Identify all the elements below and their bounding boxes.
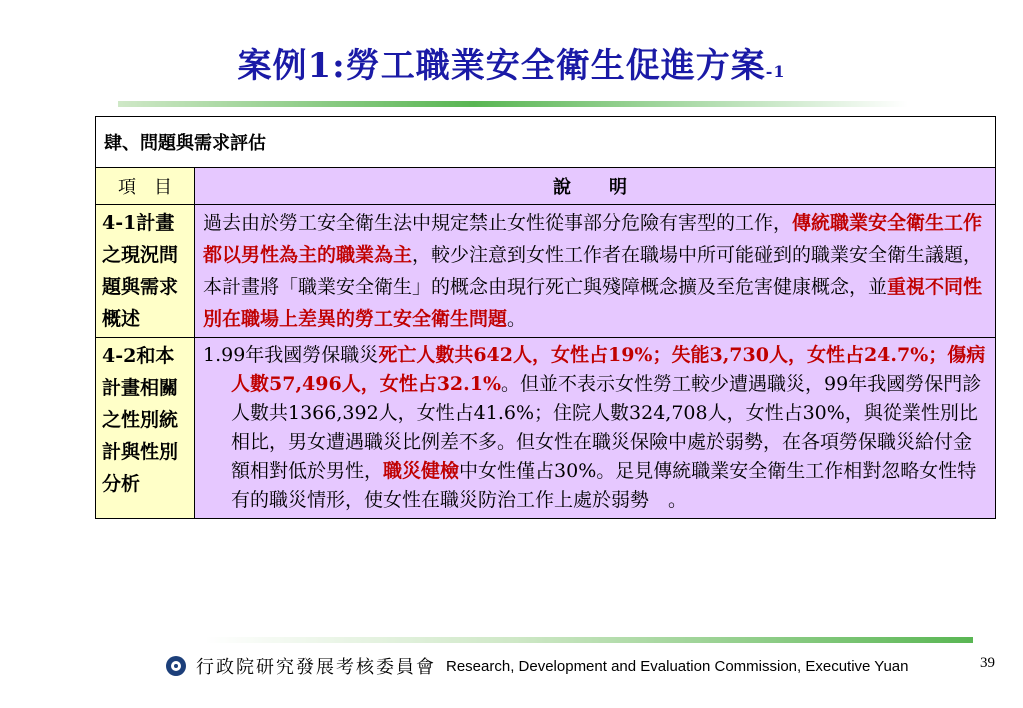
row-label: 4-1計畫之現況問題與需求概述	[96, 205, 195, 338]
desc-highlight: 重視不同性別在職場上差異的勞工安全衛生問題	[203, 276, 983, 330]
desc-text: 1.99年我國勞保職災	[203, 344, 379, 366]
desc-text: 。但並不表示女性勞工較少遭遇職災，99年我國勞保門診人數共1366,392人，女性占41.6%；住院人數324,708人，女性占30%，與從業性別比相比，男女遭遇職災比例差不多。但女性在職災保險中處於弱勢，在各項勞保職災給付金額相對低於男性，	[231, 373, 982, 482]
desc-text: ，較少注意到女性工作者在職場中所可能碰到的職業安全衛生議題，本計畫將「職業安全衛生」的概念由現行死亡與殘障概念擴及至危害健康概念，並	[203, 244, 983, 298]
numbered-paragraph	[203, 341, 987, 515]
column-header-description: 說 明	[195, 168, 996, 205]
assessment-table	[95, 116, 996, 519]
row-description	[195, 338, 996, 519]
desc-highlight: 職災健檢	[383, 460, 460, 482]
desc-highlight: 傳統職業安全衛生工作都以男性為主的職業為主	[203, 212, 983, 266]
column-header-item: 項 目	[96, 168, 195, 205]
commission-logo-icon	[166, 656, 186, 676]
page-number: 39	[980, 655, 995, 671]
table-column-header-row	[96, 168, 996, 205]
table-section-row	[96, 117, 996, 168]
desc-text: 過去由於勞工安全衛生法中規定禁止女性從事部分危險有害型的工作，	[203, 212, 793, 234]
footer	[166, 652, 908, 680]
title-suffix: -1	[765, 62, 786, 81]
desc-highlight: 死亡人數共642人，女性占19%；失能3,730人，女性占24.7%；傷病人數57,496人，女性占32.1%	[231, 344, 986, 395]
footer-divider	[205, 637, 973, 643]
section-header: 肆、問題與需求評估	[96, 117, 996, 168]
table-row	[96, 338, 996, 519]
slide-title	[0, 38, 1023, 87]
table-row	[96, 205, 996, 338]
org-name-english: Research, Development and Evaluation Commission, Executive Yuan	[446, 657, 909, 675]
desc-text: 。	[507, 308, 527, 330]
title-divider	[118, 101, 908, 107]
org-name-chinese: 行政院研究發展考核委員會	[196, 657, 436, 678]
title-main: 案例1:勞工職業安全衛生促進方案	[237, 46, 766, 86]
row-description	[195, 205, 996, 338]
desc-text: 中女性僅占30%。足見傳統職業安全衛生工作相對忽略女性特有的職災情形，使女性在職災防治工作上處於弱勢 。	[231, 460, 977, 511]
row-label: 4-2和本計畫相關之性別統計與性別分析	[96, 338, 195, 519]
